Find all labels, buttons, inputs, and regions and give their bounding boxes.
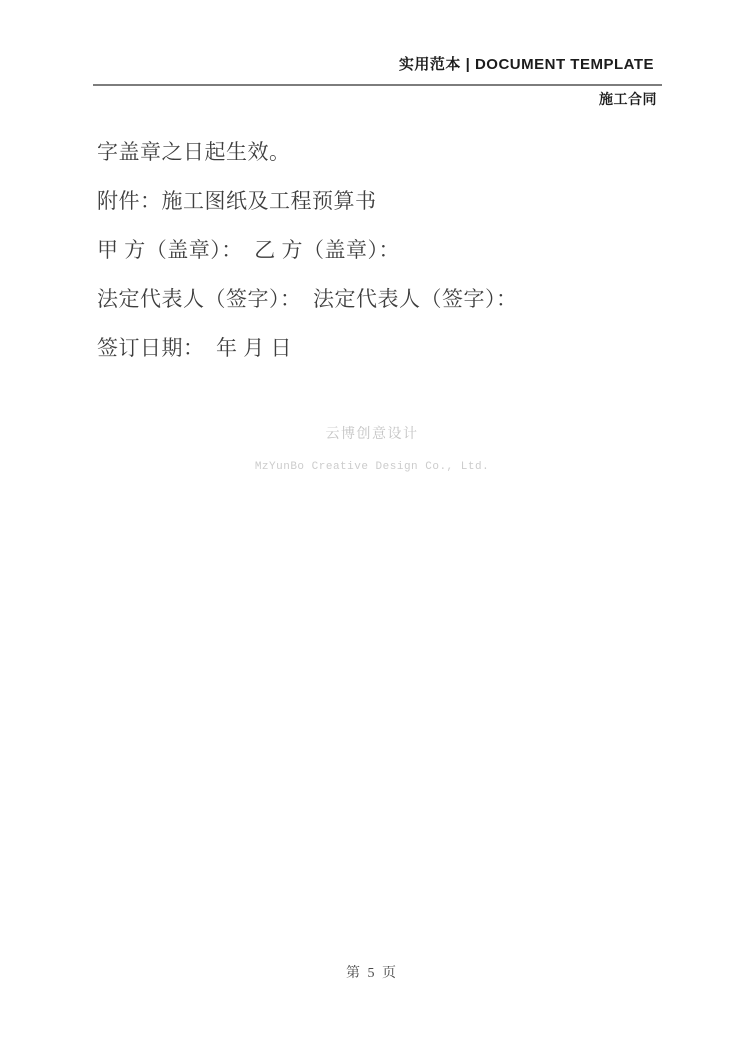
watermark-english: MzYunBo Creative Design Co., Ltd. [254,461,490,473]
paragraph-attachment: 附件：施工图纸及工程预算书 [97,189,377,213]
paragraph-effective-clause: 字盖章之日起生效。 [97,140,291,164]
header-brand-label: 实用范本 | DOCUMENT TEMPLATE [398,56,654,73]
paragraph-legal-representatives: 法定代表人（签字）： 法定代表人（签字）： [97,287,518,311]
page-number: 第 5 页 [346,966,398,981]
document-body [97,141,684,386]
document-title: 施工合同 [599,91,657,107]
paragraph-party-seals: 甲 方（盖章）： 乙 方（盖章）： [97,238,400,262]
watermark-chinese: 云博创意设计 [325,427,419,442]
paragraph-signing-date: 签订日期： 年 月 日 [97,336,292,360]
header-divider-rule [93,84,662,86]
